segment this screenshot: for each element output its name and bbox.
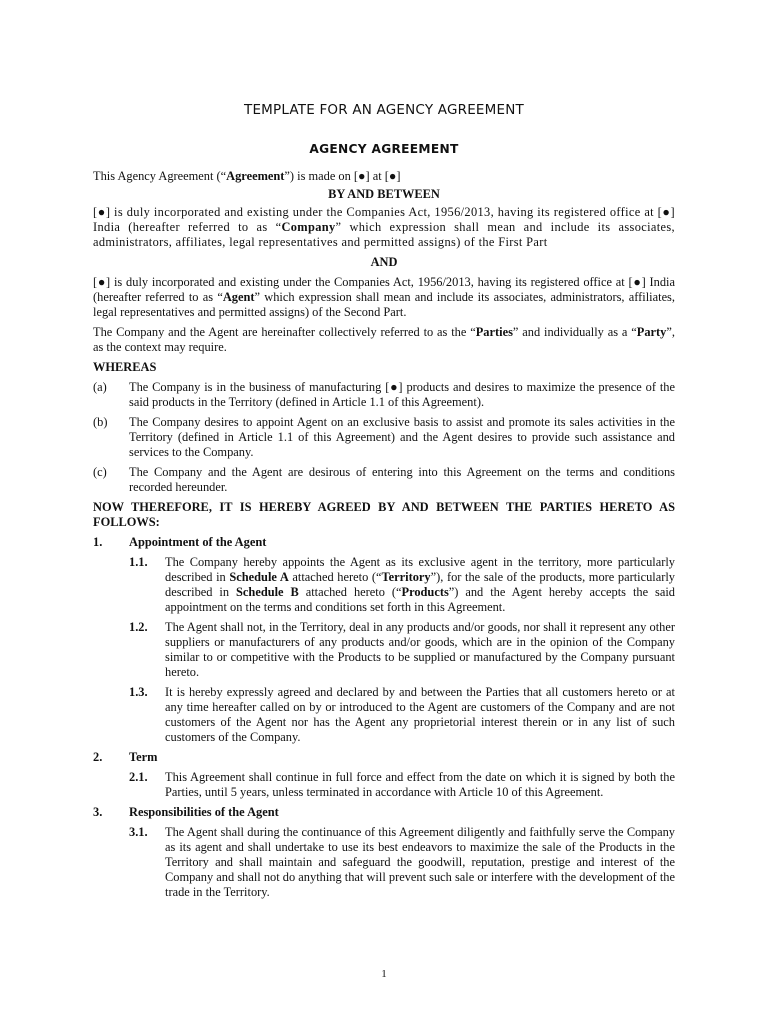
section-number: 1.: [93, 535, 103, 549]
now-therefore-heading: NOW THEREFORE, IT IS HEREBY AGREED BY AND BETWEEN THE PARTIES HERETO AS FOLLOWS:: [93, 500, 675, 529]
section-number: 2.: [93, 750, 103, 764]
clause-text: This Agreement shall continue in full force and effect from the date on which it is signed by both the Parties, until 5 years, unless terminated in accordance with Article 10 of this Agreement.: [165, 770, 675, 799]
clause-item: [93, 770, 675, 800]
recital-text: The Company desires to appoint Agent on an exclusive basis to assist and promote its sales activities in the Territory (defined in Article 1.1 of this Agreement) and the Agent desires to provide such assistance and services to the Company.: [129, 415, 675, 459]
and-heading: AND: [370, 255, 398, 269]
clause-text: The Company hereby appoints the Agent as its exclusive agent in the territory, more particularly described in Schedule A attached hereto (“Territory”), for the sale of the products, more particularly described in Schedule B attached hereto (“Products”) and the Agent hereby accepts the said appointment on the terms and conditions set forth in this Agreement.: [165, 555, 676, 614]
recital-item: [93, 415, 675, 460]
recital-number: (b): [93, 415, 108, 429]
clause-text: It is hereby expressly agreed and declared by and between the Parties that all customers hereto or at any time hereafter called on by or introduced to the Agent are customers of the Company and are not customers of the Agent nor has the Agent any proprietorial interest therein or in any list of such customers of the Company.: [165, 685, 675, 744]
section-heading: [93, 750, 675, 765]
clause-number: 1.3.: [129, 685, 148, 699]
whereas-heading: WHEREAS: [93, 360, 157, 374]
section-title: Responsibilities of the Agent: [129, 805, 279, 819]
document-title: TEMPLATE FOR AN AGENCY AGREEMENT: [244, 102, 524, 118]
agreement-heading: AGENCY AGREEMENT: [309, 142, 459, 156]
clause-item: [93, 620, 675, 680]
clause-number: 3.1.: [129, 825, 148, 839]
second-party-paragraph: [●] is duly incorporated and existing under the Companies Act, 1956/2013, having its registered office at [●] India (hereafter referred to as “Agent” which expression shall mean and include its associates, administrators, affiliates, legal representatives and permitted assigns) of the Second Part.: [93, 275, 675, 319]
clause-text: The Agent shall not, in the Territory, deal in any products and/or goods, nor shall it represent any other suppliers or manufacturers of any products and/or goods, which are in the opinion of the Company similar to or competitive with the Products to be supplied or manufactured by the Company pursuant hereto.: [165, 620, 675, 679]
parties-paragraph: The Company and the Agent are hereinafter collectively referred to as the “Parties” and individually as a “Party”, as the context may require.: [93, 325, 675, 354]
section-title: Term: [129, 750, 158, 764]
recital-item: [93, 380, 675, 410]
recital-number: (c): [93, 465, 107, 479]
clause-item: [93, 825, 675, 900]
page-number: 1: [381, 968, 387, 980]
section-heading: [93, 535, 675, 550]
clause-number: 2.1.: [129, 770, 148, 784]
section-title: Appointment of the Agent: [129, 535, 267, 549]
clause-number: 1.1.: [129, 555, 148, 569]
clause-number: 1.2.: [129, 620, 148, 634]
section-number: 3.: [93, 805, 103, 819]
document-body: [93, 103, 675, 900]
recital-number: (a): [93, 380, 107, 394]
intro-paragraph: This Agency Agreement (“Agreement”) is made on [●] at [●]: [93, 169, 401, 183]
recital-text: The Company and the Agent are desirous of entering into this Agreement on the terms and conditions recorded hereunder.: [129, 465, 675, 494]
section-heading: [93, 805, 675, 820]
first-party-paragraph: [●] is duly incorporated and existing under the Companies Act, 1956/2013, having its registered office at [●] India (hereafter referred to as “Company” which expression shall mean and include its associates, administrators, affiliates, legal representatives and permitted assigns) of the First Part: [93, 205, 675, 249]
by-and-between-heading: BY AND BETWEEN: [328, 187, 440, 201]
recital-text: The Company is in the business of manufacturing [●] products and desires to maximize the presence of the said products in the Territory (defined in Article 1.1 of this Agreement).: [129, 380, 675, 409]
recital-item: [93, 465, 675, 495]
clause-text: The Agent shall during the continuance of this Agreement diligently and faithfully serve the Company as its agent and shall undertake to use its best endeavors to maximize the sale of the Products in the Territory and shall maintain and safeguard the goodwill, reputation, prestige and interest of the Company and shall not do anything that will prevent such sale or interfere with the development of the trade in the Territory.: [165, 825, 675, 899]
clause-item: [93, 555, 675, 615]
clause-item: [93, 685, 675, 745]
